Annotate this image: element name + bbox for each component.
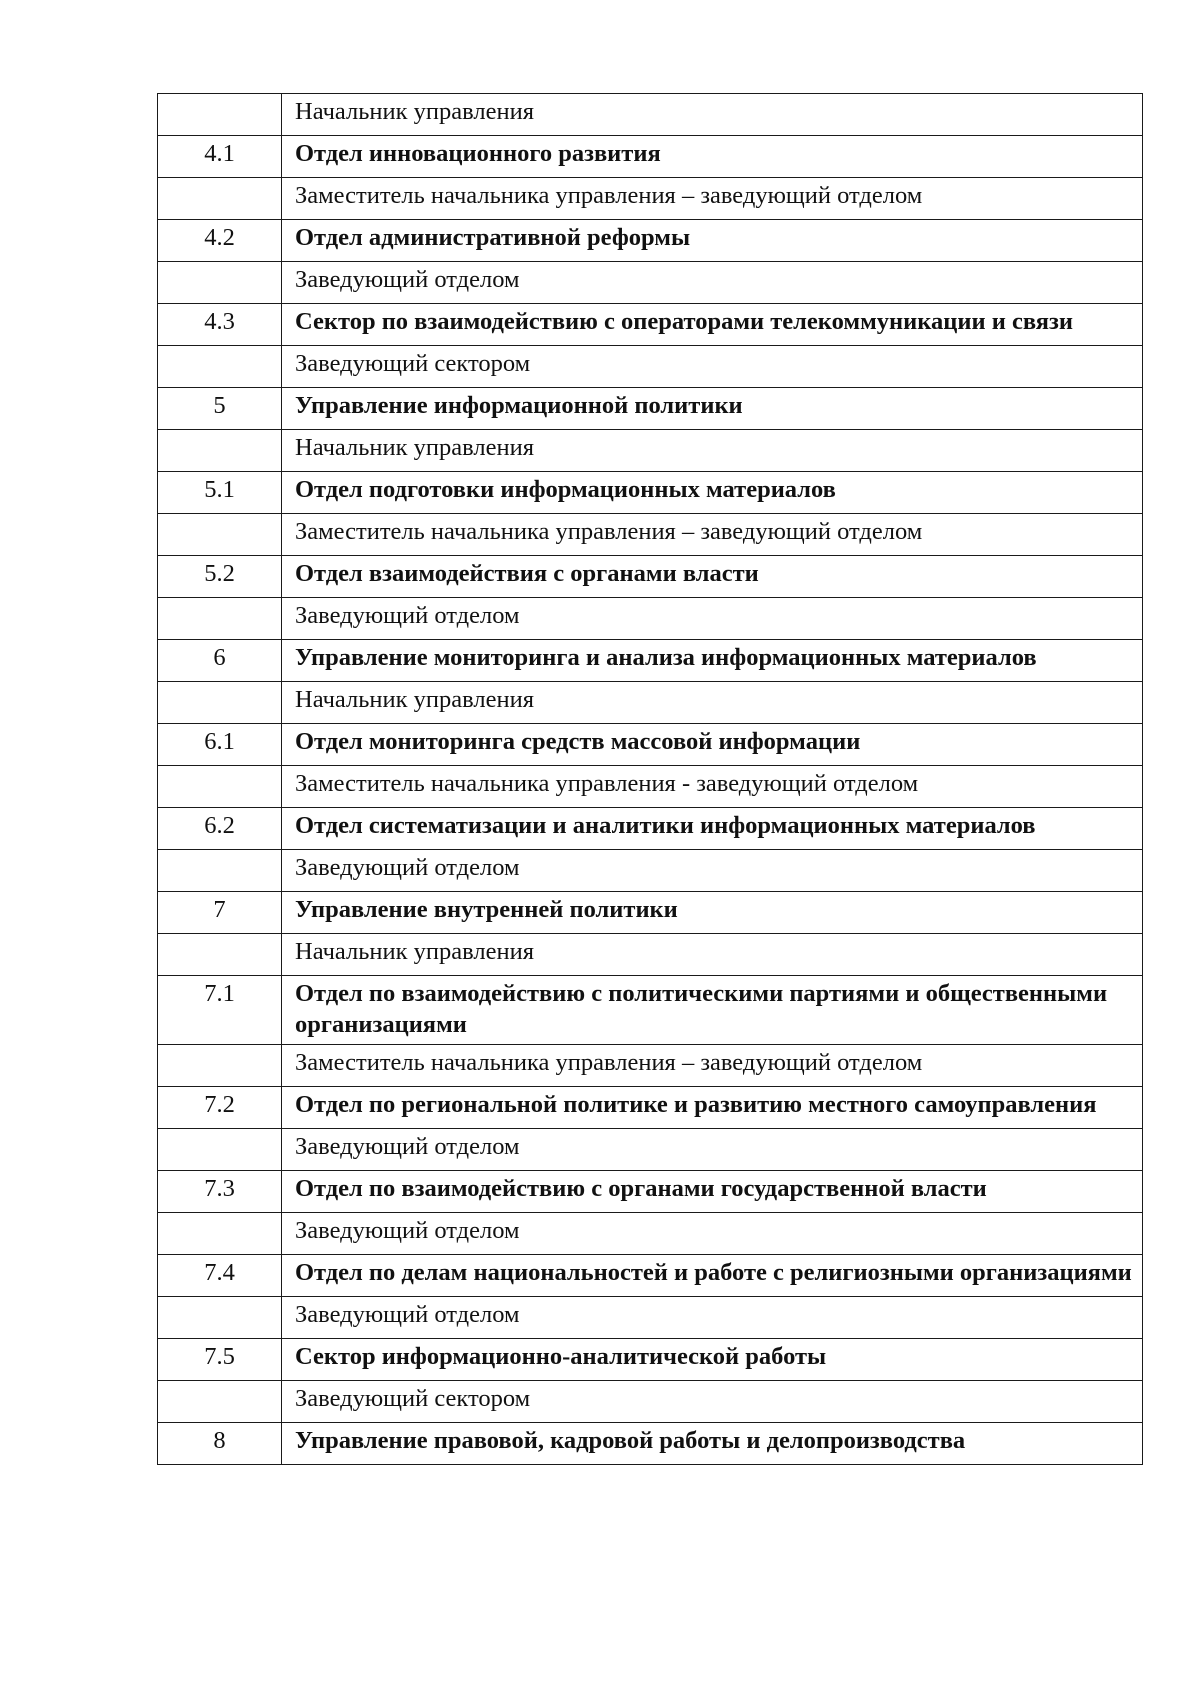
unit-name: Отдел административной реформы — [282, 220, 1143, 262]
position-row — [158, 682, 1143, 724]
row-number: 6 — [158, 640, 282, 682]
row-number — [158, 262, 282, 304]
row-number — [158, 430, 282, 472]
position-title: Заведующий отделом — [282, 1297, 1143, 1339]
row-number — [158, 94, 282, 136]
row-number: 4.2 — [158, 220, 282, 262]
unit-name: Отдел по делам национальностей и работе с религиозными организациями — [282, 1255, 1143, 1297]
position-title: Заведующий сектором — [282, 346, 1143, 388]
position-title: Начальник управления — [282, 934, 1143, 976]
position-row — [158, 1045, 1143, 1087]
document-page — [157, 93, 1142, 1465]
row-number: 7.4 — [158, 1255, 282, 1297]
unit-name: Управление внутренней политики — [282, 892, 1143, 934]
position-row — [158, 346, 1143, 388]
unit-name: Отдел подготовки информационных материалов — [282, 472, 1143, 514]
row-number — [158, 178, 282, 220]
row-number — [158, 1045, 282, 1087]
row-number — [158, 682, 282, 724]
unit-name: Отдел мониторинга средств массовой информации — [282, 724, 1143, 766]
unit-name: Отдел по взаимодействию с органами государственной власти — [282, 1171, 1143, 1213]
row-number: 7.1 — [158, 976, 282, 1045]
structure-table-body — [158, 94, 1143, 1465]
row-number — [158, 514, 282, 556]
unit-row — [158, 808, 1143, 850]
position-row — [158, 934, 1143, 976]
row-number — [158, 1213, 282, 1255]
position-row — [158, 94, 1143, 136]
row-number: 7.2 — [158, 1087, 282, 1129]
row-number: 8 — [158, 1423, 282, 1465]
unit-name: Управление правовой, кадровой работы и делопроизводства — [282, 1423, 1143, 1465]
unit-row — [158, 304, 1143, 346]
position-title: Заместитель начальника управления - заведующий отделом — [282, 766, 1143, 808]
row-number — [158, 934, 282, 976]
position-row — [158, 430, 1143, 472]
unit-row — [158, 1171, 1143, 1213]
structure-table — [157, 93, 1143, 1465]
row-number: 5.2 — [158, 556, 282, 598]
unit-name: Отдел взаимодействия с органами власти — [282, 556, 1143, 598]
unit-name: Отдел инновационного развития — [282, 136, 1143, 178]
position-row — [158, 514, 1143, 556]
unit-row — [158, 388, 1143, 430]
position-row — [158, 1129, 1143, 1171]
unit-name: Сектор информационно-аналитической работы — [282, 1339, 1143, 1381]
row-number: 7.5 — [158, 1339, 282, 1381]
position-row — [158, 850, 1143, 892]
unit-name: Управление информационной политики — [282, 388, 1143, 430]
position-row — [158, 766, 1143, 808]
position-title: Заместитель начальника управления – заведующий отделом — [282, 514, 1143, 556]
unit-row — [158, 892, 1143, 934]
row-number: 5.1 — [158, 472, 282, 514]
unit-name: Отдел по взаимодействию с политическими партиями и общественными организациями — [282, 976, 1143, 1045]
position-title: Начальник управления — [282, 94, 1143, 136]
position-title: Начальник управления — [282, 682, 1143, 724]
row-number — [158, 1129, 282, 1171]
unit-row — [158, 976, 1143, 1045]
row-number: 6.1 — [158, 724, 282, 766]
position-row — [158, 1297, 1143, 1339]
position-row — [158, 1213, 1143, 1255]
row-number: 4.3 — [158, 304, 282, 346]
unit-row — [158, 724, 1143, 766]
row-number — [158, 850, 282, 892]
row-number — [158, 346, 282, 388]
unit-row — [158, 220, 1143, 262]
row-number: 4.1 — [158, 136, 282, 178]
row-number — [158, 1297, 282, 1339]
unit-row — [158, 640, 1143, 682]
unit-row — [158, 1087, 1143, 1129]
unit-name: Отдел по региональной политике и развитию местного самоуправления — [282, 1087, 1143, 1129]
position-title: Заведующий отделом — [282, 1129, 1143, 1171]
position-row — [158, 262, 1143, 304]
unit-name: Отдел систематизации и аналитики информационных материалов — [282, 808, 1143, 850]
row-number: 7 — [158, 892, 282, 934]
row-number — [158, 598, 282, 640]
unit-row — [158, 1255, 1143, 1297]
row-number: 5 — [158, 388, 282, 430]
row-number — [158, 1381, 282, 1423]
position-title: Заведующий отделом — [282, 1213, 1143, 1255]
unit-row — [158, 472, 1143, 514]
unit-name: Управление мониторинга и анализа информационных материалов — [282, 640, 1143, 682]
position-row — [158, 598, 1143, 640]
unit-row — [158, 136, 1143, 178]
position-title: Заведующий отделом — [282, 598, 1143, 640]
position-title: Заведующий отделом — [282, 850, 1143, 892]
position-row — [158, 1381, 1143, 1423]
position-title: Заведующий отделом — [282, 262, 1143, 304]
unit-row — [158, 556, 1143, 598]
position-row — [158, 178, 1143, 220]
row-number: 6.2 — [158, 808, 282, 850]
row-number: 7.3 — [158, 1171, 282, 1213]
position-title: Заместитель начальника управления – заведующий отделом — [282, 178, 1143, 220]
unit-name: Сектор по взаимодействию с операторами телекоммуникации и связи — [282, 304, 1143, 346]
position-title: Заведующий сектором — [282, 1381, 1143, 1423]
row-number — [158, 766, 282, 808]
position-title: Начальник управления — [282, 430, 1143, 472]
unit-row — [158, 1339, 1143, 1381]
unit-row — [158, 1423, 1143, 1465]
position-title: Заместитель начальника управления – заведующий отделом — [282, 1045, 1143, 1087]
